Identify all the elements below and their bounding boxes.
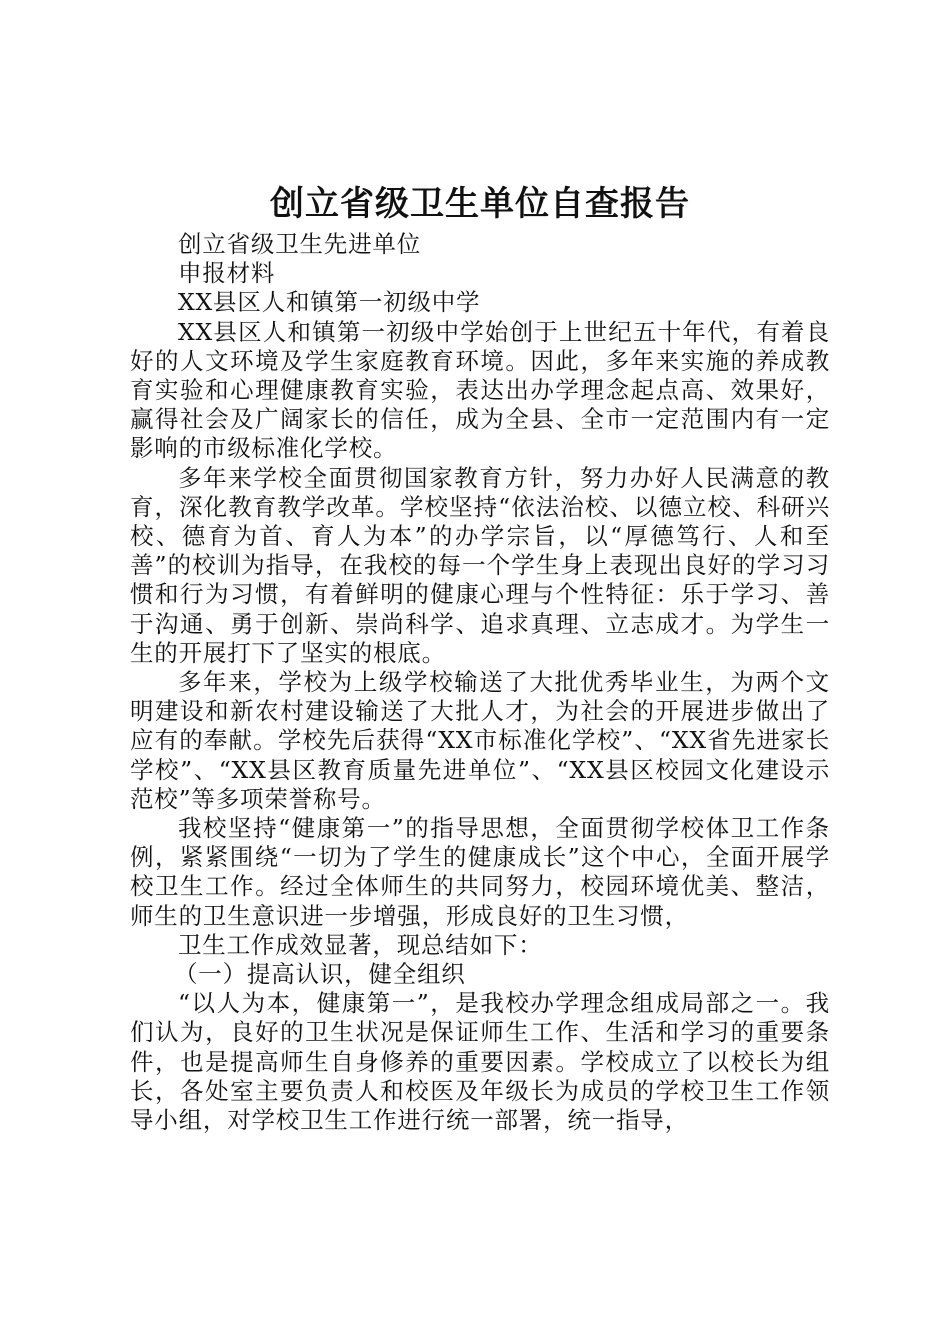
- paragraph-summary-intro: 卫生工作成效显著，现总结如下：: [178, 930, 543, 959]
- paragraph-education-policy: 多年来学校全面贯彻国家教育方针，努力办好人民满意的教育，深化教育教学改革。学校坚持“依法治校、以德立校、科研兴校、德育为首、育人为本”的办学宗旨，以“厚德笃行、人和至善”的校训为指导，在我校的每一个学生身上表现出良好的学习习惯和行为习惯，有着鲜明的健康心理与个性特征：乐于学习、善于沟通、勇于创新、崇尚科学、追求真理、立志成才。为学生一生的开展打下了坚实的根底。: [130, 463, 830, 667]
- header-line-award: 创立省级卫生先进单位: [178, 230, 421, 258]
- paragraph-health-first: 我校坚持“健康第一”的指导思想，全面贯彻学校体卫工作条例，紧紧围绕“一切为了学生的健康成长”这个中心，全面开展学校卫生工作。经过全体师生的共同努力，校园环境优美、整洁，师生的卫生意识进一步增强，形成良好的卫生习惯，: [130, 814, 830, 930]
- paragraph-organization: “以人为本，健康第一”，是我校办学理念组成局部之一。我们认为，良好的卫生状况是保证师生工作、生活和学习的重要条件，也是提高师生自身修养的重要因素。学校成立了以校长为组长，各处室主要负责人和校医及年级长为成员的学校卫生工作领导小组，对学校卫生工作进行统一部署，统一指导，: [130, 989, 830, 1135]
- paragraph-school-history: XX县区人和镇第一初级中学始创于上世纪五十年代，有着良好的人文环境及学生家庭教育环境。因此，多年来实施的养成教育实验和心理健康教育实验，表达出办学理念起点高、效果好，赢得社会及广阔家长的信任，成为全县、全市一定范围内有一定影响的市级标准化学校。: [130, 317, 830, 463]
- document-page: [130, 178, 830, 1135]
- paragraph-honors: 多年来，学校为上级学校输送了大批优秀毕业生，为两个文明建设和新农村建设输送了大批人才，为社会的开展进步做出了应有的奉献。学校先后获得“XX市标准化学校”、“XX省先进家长学校”、“XX县区教育质量先进单位”、“XX县区校园文化建设示范校”等多项荣誉称号。: [130, 668, 830, 813]
- header-line-school: XX县区人和镇第一初级中学: [178, 288, 481, 317]
- header-line-materials: 申报材料: [178, 259, 276, 288]
- section-heading-1: （一）提高认识，健全组织: [174, 960, 466, 989]
- document-title: 创立省级卫生单位自查报告: [270, 184, 690, 224]
